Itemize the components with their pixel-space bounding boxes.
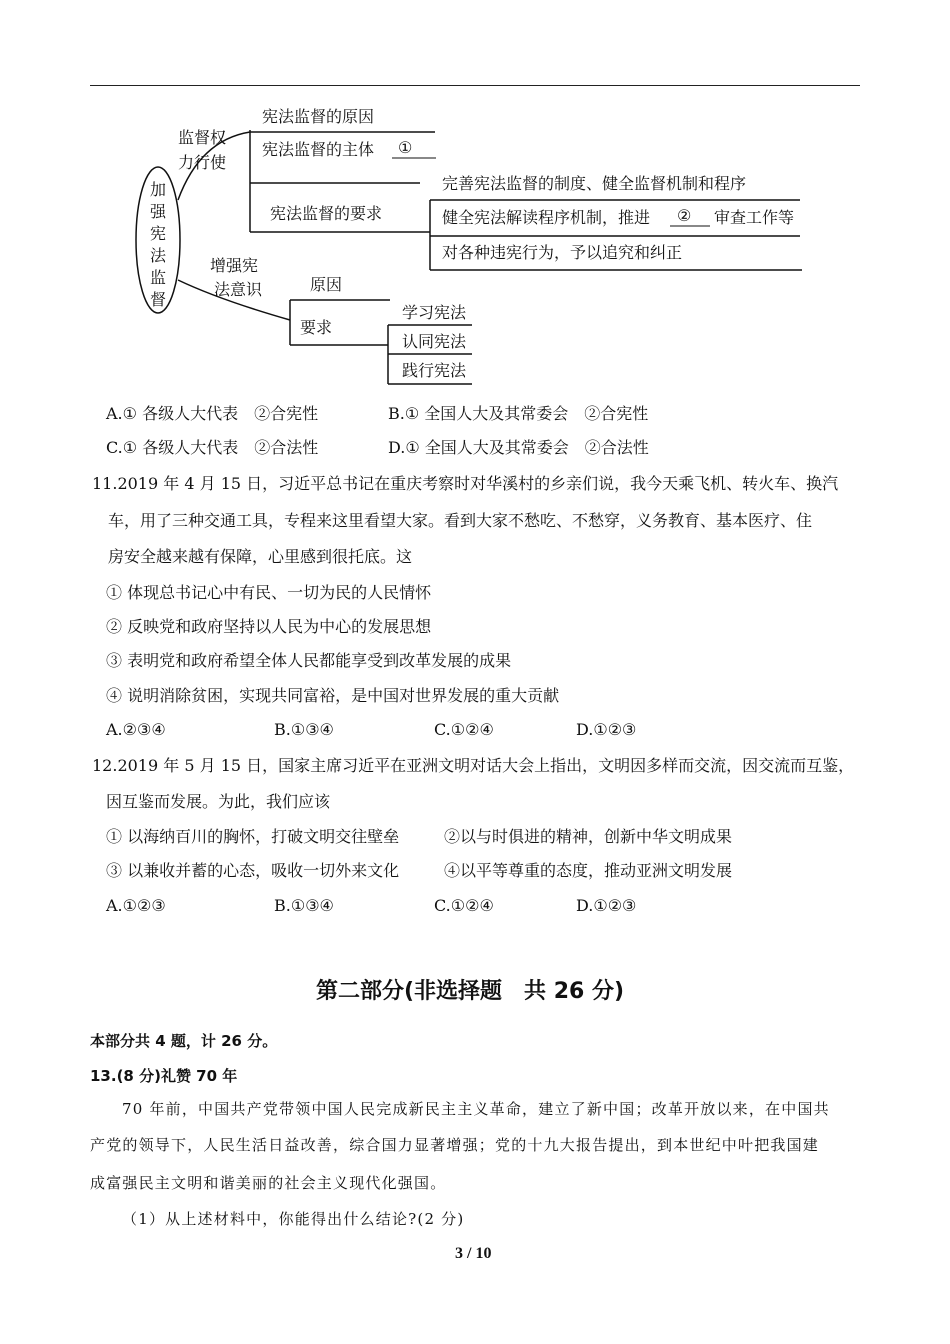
q11-option-c: C.①②④ — [434, 720, 494, 739]
root-char: 监 — [150, 268, 167, 287]
b2-req-item: 践行宪法 — [402, 361, 467, 380]
q12-option-c: C.①②④ — [434, 896, 494, 915]
q12-statement: ① 以海纳百川的胸怀，打破文明交往壁垒 — [106, 827, 400, 846]
q11-option-b: B.①③④ — [274, 720, 334, 739]
mind-map-diagram — [0, 0, 950, 400]
req-item-3: 对各种违宪行为，予以追究和纠正 — [442, 243, 683, 262]
root-char: 宪 — [150, 224, 167, 243]
root-char: 强 — [150, 202, 167, 221]
req-item-1: 完善宪法监督的制度、健全监督机制和程序 — [442, 174, 747, 193]
b1-subject: 宪法监督的主体 — [262, 140, 375, 159]
b2-req-item: 认同宪法 — [402, 332, 467, 351]
q10-option-a: A.① 各级人大代表 ②合宪性 — [106, 404, 319, 423]
b1-reason: 宪法监督的原因 — [262, 107, 375, 126]
q12-option-a: A.①②③ — [106, 896, 166, 915]
b2-req-item: 学习宪法 — [402, 303, 467, 322]
req-item-2-post: 审查工作等 — [714, 208, 795, 227]
q13-paragraph-line: 70 年前，中国共产党带领中国人民完成新民主主义革命，建立了新中国；改革开放以来，在中国共 — [122, 1100, 830, 1118]
q11-option-a: A.②③④ — [106, 720, 166, 739]
part2-title: 第二部分(非选择题 共 26 分) — [316, 979, 625, 1004]
q11-statement: ① 体现总书记心中有民、一切为民的人民情怀 — [106, 583, 432, 602]
q13-title: 13.(8 分)礼赞 70 年 — [90, 1067, 238, 1085]
root-char: 督 — [150, 290, 167, 309]
q12-statement: ③ 以兼收并蓄的心态，吸收一切外来文化 — [106, 861, 400, 880]
root-char: 加 — [150, 180, 167, 199]
q10-option-c: C.① 各级人大代表 ②合法性 — [106, 438, 319, 457]
q13-subquestion: （1）从上述材料中，你能得出什么结论?(2 分) — [122, 1210, 465, 1228]
q10-option-d: D.① 全国人大及其常委会 ②合法性 — [388, 438, 649, 457]
q11-statement: ② 反映党和政府坚持以人民为中心的发展思想 — [106, 617, 432, 636]
q11-line: 11.2019 年 4 月 15 日，习近平总书记在重庆考察时对华溪村的乡亲们说，我今天乘飞机、转火车、换汽 — [92, 474, 839, 493]
q12-statement: ④以平等尊重的态度，推动亚洲文明发展 — [444, 861, 733, 880]
q12-line: 12.2019 年 5 月 15 日，国家主席习近平在亚洲文明对话大会上指出，文明因多样而交流，因交流而互鉴， — [92, 756, 855, 775]
b1-req: 宪法监督的要求 — [270, 204, 383, 223]
q13-paragraph-line: 成富强民主文明和谐美丽的社会主义现代化强国。 — [90, 1174, 447, 1192]
q10-option-b: B.① 全国人大及其常委会 ②合宪性 — [388, 404, 649, 423]
blank-2: ② — [677, 206, 692, 225]
b2-reason: 原因 — [310, 275, 343, 294]
q11-statement: ③ 表明党和政府希望全体人民都能享受到改革发展的成果 — [106, 651, 512, 670]
b2-label: 增强宪 — [210, 256, 259, 275]
b2-req: 要求 — [300, 318, 333, 337]
page-number: 3 / 10 — [455, 1245, 492, 1262]
root-char: 法 — [150, 246, 167, 265]
b1-label: 力行使 — [178, 153, 227, 172]
q11-line: 房安全越来越有保障，心里感到很托底。这 — [108, 547, 413, 566]
part2-intro: 本部分共 4 题，计 26 分。 — [90, 1032, 278, 1050]
q12-option-d: D.①②③ — [576, 896, 637, 915]
req-item-2: 健全宪法解读程序机制，推进 — [442, 208, 651, 227]
q12-line: 因互鉴而发展。为此，我们应该 — [106, 792, 331, 811]
q11-option-d: D.①②③ — [576, 720, 637, 739]
blank-1: ① — [398, 138, 413, 157]
b2-label: 法意识 — [214, 280, 263, 299]
q11-statement: ④ 说明消除贫困，实现共同富裕，是中国对世界发展的重大贡献 — [106, 686, 560, 705]
b1-label: 监督权 — [178, 128, 227, 147]
q11-line: 车，用了三种交通工具，专程来这里看望大家。看到大家不愁吃、不愁穿，义务教育、基本医疗、住 — [108, 511, 813, 530]
q13-paragraph-line: 产党的领导下，人民生活日益改善，综合国力显著增强；党的十九大报告提出，到本世纪中叶把我国建 — [90, 1136, 820, 1154]
q12-statement: ②以与时俱进的精神，创新中华文明成果 — [444, 827, 733, 846]
q12-option-b: B.①③④ — [274, 896, 334, 915]
